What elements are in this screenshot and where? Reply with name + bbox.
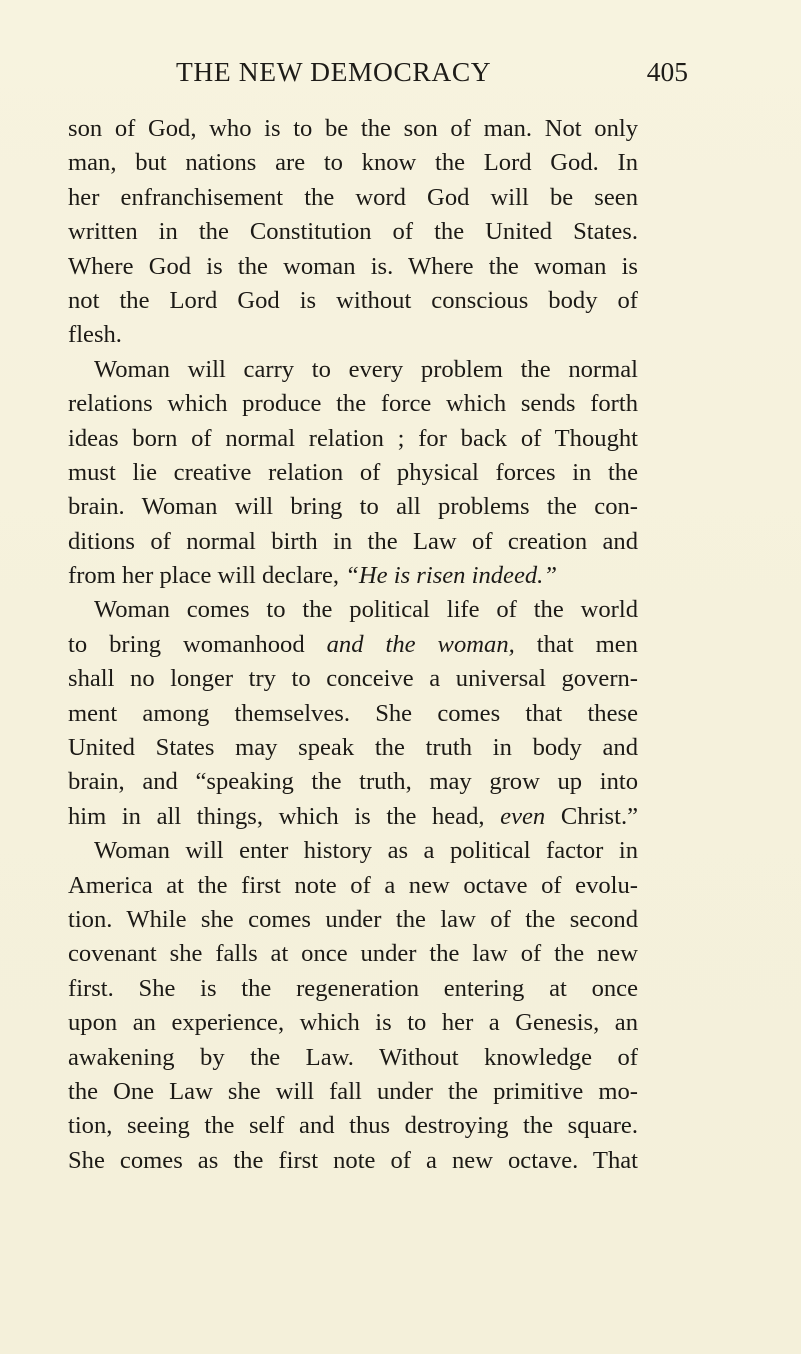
text-line: United States may speak the truth in body and [68,734,638,762]
text-segment: Christ.” [560,802,639,830]
text-line: shall no longer try to conceive a universal govern- [68,665,638,693]
text-line [68,559,638,593]
text-line: brain, and “speaking the truth, may grow up into [68,768,638,796]
text-line: tion, seeing the self and thus destroying the square. [68,1112,638,1140]
text-line: flesh. [68,321,122,349]
text-line: not the Lord God is without conscious body of [68,286,638,314]
running-head [118,56,688,96]
italic-phrase: and the woman, [326,630,515,658]
text-segment: from her place will declare, [68,562,340,590]
text-line: Woman comes to the political life of the world [94,596,638,624]
italic-quote: “He is risen indeed.” [345,562,558,590]
text-line: America at the first note of a new octave of evolu- [68,871,638,899]
italic-word: even [500,802,546,830]
text-line: her enfranchisement the word God will be seen [68,183,638,211]
text-line: first. She is the regeneration entering at once [68,974,638,1002]
body-text [68,112,638,1178]
text-segment: that men [536,630,638,658]
text-line: son of God, who is to be the son of man. Not only [68,115,638,142]
page-number: 405 [646,56,688,87]
text-line: She comes as the first note of a new octave. That [68,1146,638,1174]
text-line [68,800,638,834]
text-line [68,628,638,662]
text-line: relations which produce the force which sends forth [68,390,638,418]
text-line: tion. While she comes under the law of the second [68,905,638,933]
running-title: THE NEW DEMOCRACY [176,56,492,87]
text-line: Woman will enter history as a political factor in [94,837,638,865]
text-line: covenant she falls at once under the law of the new [68,940,638,968]
text-line: Woman will carry to every problem the normal [94,355,638,383]
text-line: awakening by the Law. Without knowledge of [68,1043,638,1071]
text-line: ment among themselves. She comes that these [68,699,638,727]
text-line: brain. Woman will bring to all problems the con- [68,493,638,521]
text-segment: him in all things, which is the head, [68,802,485,830]
text-line: written in the Constitution of the United States. [68,218,638,246]
text-line: must lie creative relation of physical forces in the [68,458,638,486]
text-line: Where God is the woman is. Where the woman is [68,252,638,280]
text-line: ideas born of normal relation ; for back of Thought [68,424,638,452]
text-line: the One Law she will fall under the primitive mo- [68,1077,638,1105]
text-segment: to bring womanhood [68,630,305,658]
text-line: ditions of normal birth in the Law of creation and [68,527,638,555]
text-line: man, but nations are to know the Lord God. In [68,149,638,177]
text-line: upon an experience, which is to her a Genesis, an [68,1009,638,1037]
